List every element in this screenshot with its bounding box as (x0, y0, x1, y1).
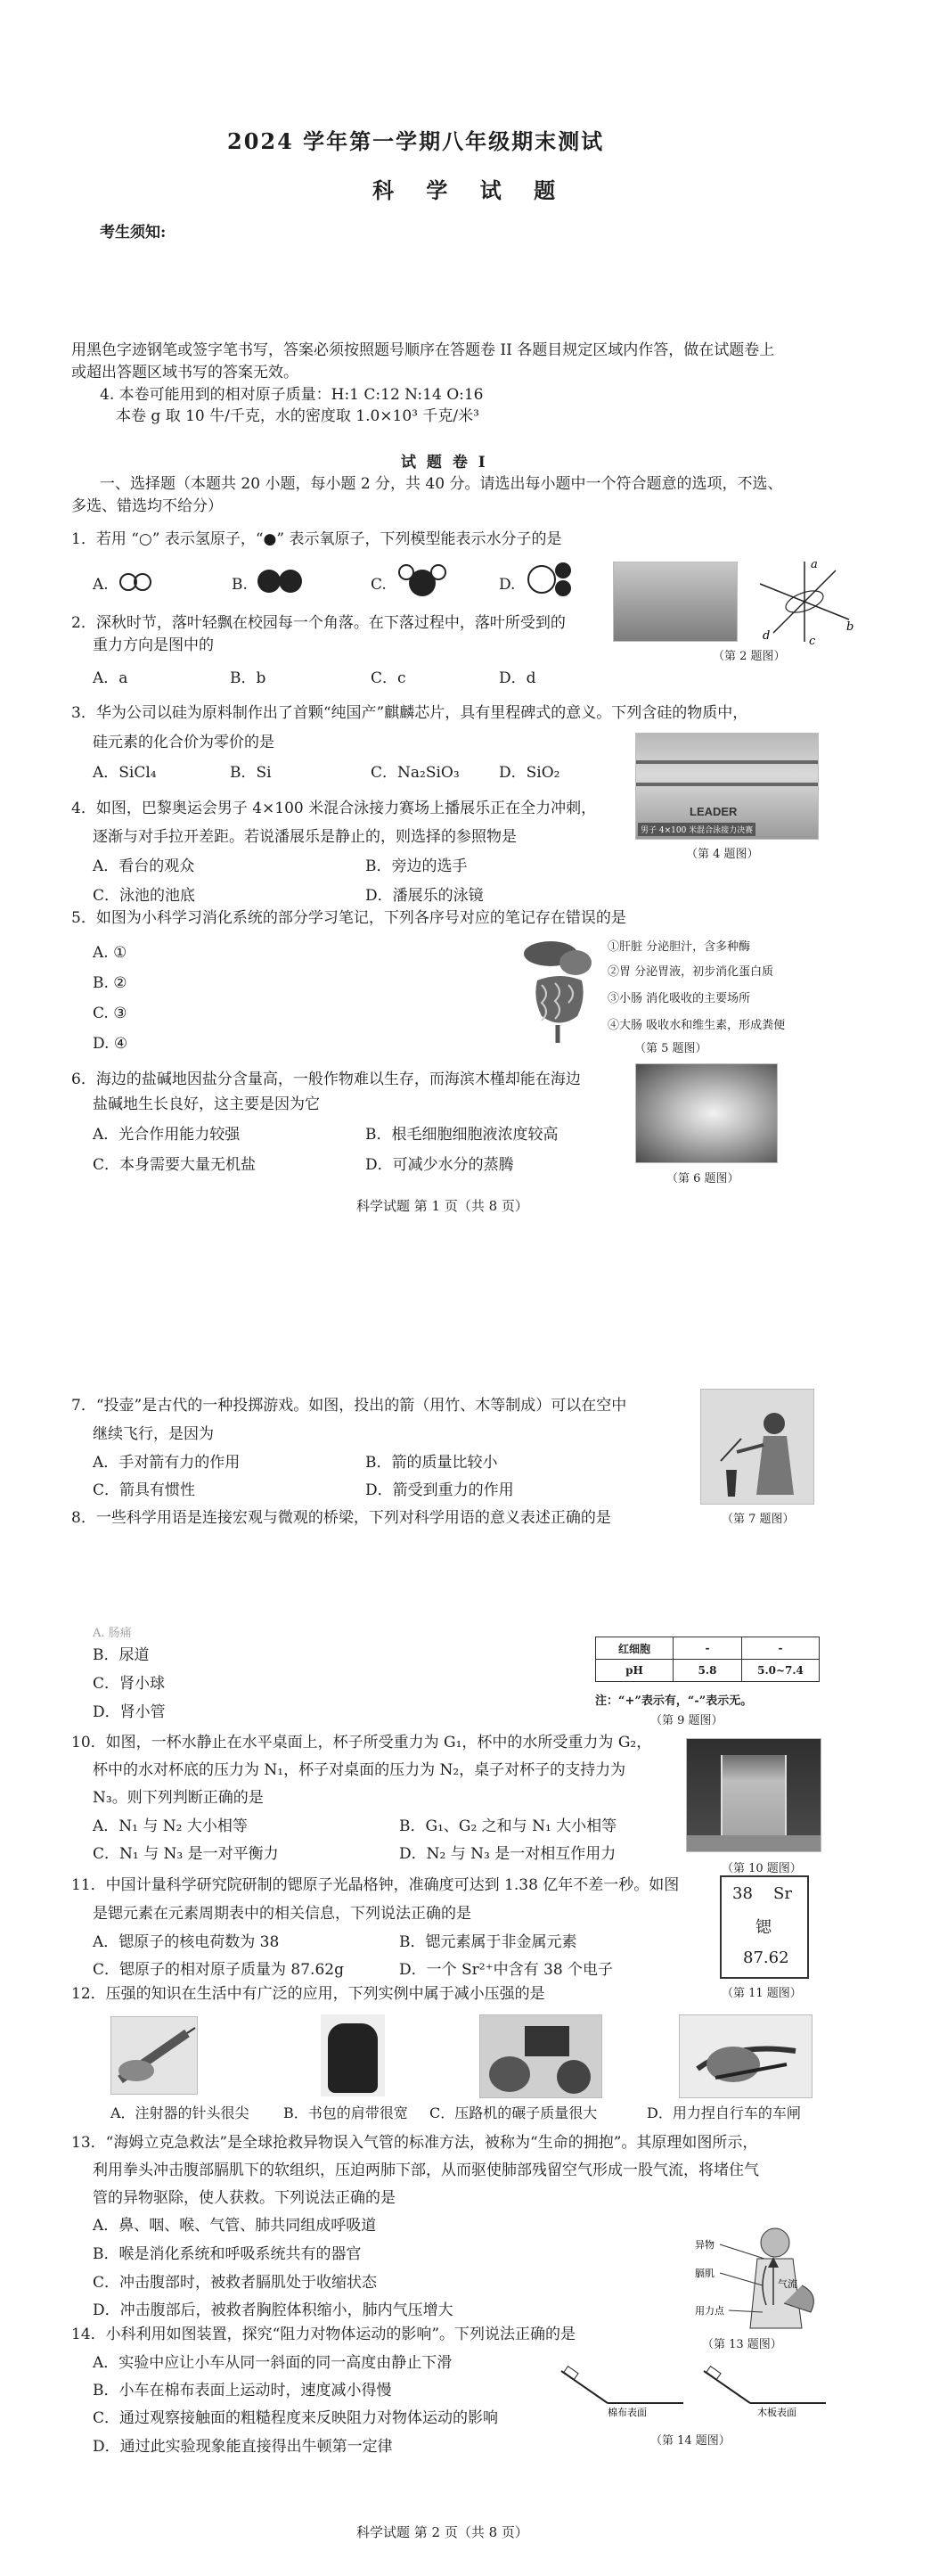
q2-option-c: C．c (371, 669, 406, 687)
notice-item-4b: 本卷 g 取 10 牛/千克，水的密度取 1.0×10³ 千克/米³ (116, 407, 479, 425)
q1-option-c: C. (371, 576, 387, 594)
q11-element-card (720, 1875, 809, 1979)
q11-option-b: B．锶元素属于非金属元素 (399, 1933, 577, 1951)
q8-stem: 8．一些科学用语是连接宏观与微观的桥梁，下列对科学用语的意义表述正确的是 (71, 1509, 611, 1527)
q6-caption: （第 6 题图） (666, 1172, 739, 1185)
q2-caption: （第 2 题图） (713, 650, 786, 663)
q12-option-d: D．用力捏自行车的车闸 (647, 2104, 801, 2121)
q7-option-d: D．箭受到重力的作用 (365, 1481, 514, 1499)
q5-note-3: ③小肠 消化吸收的主要场所 (608, 992, 751, 1005)
q14-incline-diagram (545, 2359, 830, 2417)
q7-stem-2: 继续飞行，是因为 (93, 1425, 214, 1443)
q1-stem: 1．若用 “○” 表示氢原子，“●” 表示氧原子，下列模型能表示水分子的是 (71, 530, 562, 548)
section-instruction-2: 多选、错选均不给分） (71, 497, 223, 515)
q2-option-a: A．a (93, 669, 128, 687)
q7-caption: （第 7 题图） (722, 1513, 795, 1526)
q13-stem-2: 利用拳头冲击腹部膈肌下的软组织，压迫两肺下部，从而驱使肺部残留空气形成一股气流，将堵住气 (93, 2162, 759, 2179)
q5-option-a: A. ① (93, 944, 127, 962)
q13-option-c: C．冲击腹部时，被救者膈肌处于收缩状态 (93, 2274, 378, 2292)
q5-caption: （第 5 题图） (634, 1042, 707, 1055)
q2-label-b: b (846, 620, 854, 634)
q14-option-c: C．通过观察接触面的粗糙程度来反映阻力对物体运动的影响 (93, 2409, 499, 2427)
table-row (596, 1637, 820, 1660)
q2-photo-leaves (613, 562, 738, 642)
q9-row1-label: 红细胞 (596, 1637, 674, 1660)
q3-option-a: A．SiCl₄ (93, 764, 157, 782)
q9-row1-b: - (742, 1637, 820, 1660)
q4-stem-1: 4．如图，巴黎奥运会男子 4×100 米混合泳接力赛场上播展乐正在全力冲刺， (71, 800, 597, 817)
q13-stem-3: 管的异物驱除，使人获救。下列说法正确的是 (93, 2189, 396, 2207)
q1-model-d (524, 560, 577, 599)
q4-watermark: 男子 4×100 米混合泳接力决赛 (638, 823, 755, 836)
q1-option-b: B. (232, 576, 248, 594)
q12-stem: 12．压强的知识在生活中有广泛的应用，下列实例中属于减小压强的是 (71, 1985, 545, 2003)
notice-label: 考生须知: (100, 224, 167, 242)
q13-stem-1: 13．“海姆立克急救法”是全球抢救异物误入气管的标准方法，被称为“生命的拥抱”。其原理如图所示， (71, 2134, 758, 2152)
q9-option-a-partial: A. 肠痛 (93, 1627, 132, 1640)
q11-atomic-mass: 87.62 (743, 1948, 789, 1967)
q11-stem-2: 是锶元素在元素周期表中的相关信息，下列说法正确的是 (93, 1905, 471, 1923)
q9-row2-b: 5.0~7.4 (742, 1660, 820, 1682)
q4-caption: （第 4 题图） (686, 848, 759, 861)
q12-image-road-roller (479, 2014, 602, 2098)
q2-label-d: d (763, 629, 771, 643)
q10-stem-1: 10．如图，一杯水静止在水平桌面上，杯子所受重力为 G₁，杯中的水所受重力为 G₂， (71, 1734, 652, 1752)
q5-option-b: B. ② (93, 974, 127, 992)
q1-model-a (118, 570, 153, 594)
q13-option-a: A．鼻、咽、喉、气管、肺共同组成呼吸道 (93, 2217, 377, 2235)
q5-digestive-system-diagram (515, 931, 604, 1047)
q11-stem-1: 11．中国计量科学研究院研制的锶原子光晶格钟，准确度可达到 1.38 亿年不差一秒。如图 (71, 1876, 680, 1894)
q2-option-b: B．b (230, 669, 266, 687)
q12-option-c: C．压路机的碾子质量很大 (429, 2104, 598, 2121)
q10-option-a: A．N₁ 与 N₂ 大小相等 (93, 1817, 248, 1835)
q13-label-foreign-body: 异物 (695, 2239, 715, 2251)
notice-item-4: 4. 本卷可能用到的相对原子质量：H:1 C:12 N:14 O:16 (100, 386, 484, 404)
q14-option-a: A．实验中应让小车从同一斜面的同一高度由静止下滑 (93, 2354, 453, 2372)
q9-option-b: B．尿道 (93, 1646, 150, 1664)
q2-stem-1: 2．深秋时节，落叶轻飘在校园每一个角落。在下落过程中，落叶所受到的 (71, 614, 566, 632)
q3-option-b: B．Si (230, 764, 272, 782)
q12-image-syringe (110, 2016, 198, 2095)
q9-row2-label: pH (596, 1660, 674, 1682)
q13-label-diaphragm: 膈肌 (695, 2268, 715, 2279)
q6-option-c: C．本身需要大量无机盐 (93, 1156, 257, 1174)
q10-option-b: B．G₁、G₂ 之和与 N₁ 大小相等 (399, 1817, 617, 1835)
q3-option-c: C．Na₂SiO₃ (371, 764, 460, 782)
q11-atomic-number: 38 (732, 1884, 753, 1903)
q14-option-d: D．通过此实验现象能直接得出牛顿第一定律 (93, 2438, 393, 2456)
q4-photo-swimming (635, 733, 819, 840)
q2-direction-diagram (747, 557, 862, 646)
q11-option-c: C．锶原子的相对原子质量为 87.62g (93, 1961, 344, 1979)
q9-table-note: 注：“+”表示有，“-”表示无。 (595, 1694, 753, 1708)
q5-note-4: ④大肠 吸收水和维生素，形成粪便 (608, 1019, 786, 1032)
page-1-footer: 科学试题 第 1 页（共 8 页） (356, 1198, 528, 1214)
exam-subtitle: 科 学 试 题 (372, 177, 568, 203)
q9-option-c: C．肾小球 (93, 1675, 166, 1693)
q9-caption: （第 9 题图） (650, 1714, 723, 1727)
q2-label-c: c (809, 635, 816, 646)
q4-option-b: B．旁边的选手 (365, 857, 468, 875)
q5-option-d: D. ④ (93, 1035, 128, 1053)
q6-stem-1: 6．海边的盐碱地因盐分含量高，一般作物难以生存，而海滨木槿却能在海边 (71, 1071, 581, 1088)
q6-option-a: A．光合作用能力较强 (93, 1126, 241, 1144)
notice-line-1: 用黑色字迹钢笔或签字笔书写，答案必须按照题号顺序在答题卷 II 各题目规定区域内作答，做在试题卷上 (71, 341, 775, 359)
q9-row1-a: - (674, 1637, 742, 1660)
q9-data-table (595, 1637, 820, 1682)
q14-caption: （第 14 题图） (650, 2434, 731, 2448)
q12-option-a: A．注射器的针头很尖 (110, 2104, 249, 2121)
q14-label-cotton: 棉布表面 (608, 2407, 647, 2417)
q13-arrow-label: 气流 (778, 2278, 797, 2290)
q12-option-b: B．书包的肩带很宽 (283, 2104, 408, 2121)
q5-stem: 5．如图为小科学习消化系统的部分学习笔记，下列各序号对应的笔记存在错误的是 (71, 909, 626, 927)
q10-stem-3: N₃。则下列判断正确的是 (93, 1789, 264, 1807)
q2-option-d: D．d (499, 669, 536, 687)
q7-option-c: C．箭具有惯性 (93, 1481, 196, 1499)
q1-model-b (257, 567, 303, 595)
q11-option-a: A．锶原子的核电荷数为 38 (93, 1933, 280, 1951)
q7-option-a: A．手对箭有力的作用 (93, 1454, 241, 1472)
q13-heimlich-diagram (677, 2223, 829, 2330)
q12-image-backpack (321, 2014, 385, 2096)
q6-option-b: B．根毛细胞细胞液浓度较高 (365, 1126, 559, 1144)
q4-option-d: D．潘展乐的泳镜 (365, 887, 484, 905)
q1-model-c (396, 562, 449, 599)
q5-note-2: ②胃 分泌胃液，初步消化蛋白质 (608, 965, 774, 979)
q3-stem-1: 3．华为公司以硅为原料制作出了首颗“纯国产”麒麟芯片，具有里程碑式的意义。下列含硅的物质中， (71, 704, 748, 722)
q10-option-d: D．N₂ 与 N₃ 是一对相互作用力 (399, 1845, 617, 1863)
q9-row2-a: 5.8 (674, 1660, 742, 1682)
notice-line-2: 或超出答题区域书写的答案无效。 (71, 364, 298, 381)
q14-stem: 14．小科利用如图装置，探究“阻力对物体运动的影响”。下列说法正确的是 (71, 2326, 576, 2343)
q11-option-d: D．一个 Sr²⁺中含有 38 个电子 (399, 1961, 614, 1979)
q5-option-c: C. ③ (93, 1005, 127, 1022)
q14-option-b: B．小车在棉布表面上运动时，速度减小得慢 (93, 2382, 392, 2400)
q4-board-text: LEADER (690, 805, 738, 818)
q1-option-d: D. (499, 576, 516, 594)
q7-illustration-touhu (700, 1389, 814, 1505)
page-2-footer: 科学试题 第 2 页（共 8 页） (356, 2524, 528, 2540)
q7-stem-1: 7．“投壶”是古代的一种投掷游戏。如图，投出的箭（用竹、木等制成）可以在空中 (71, 1397, 627, 1415)
q11-element-name: 锶 (755, 1918, 772, 1937)
q13-option-b: B．喉是消化系统和呼吸系统共有的器官 (93, 2245, 362, 2263)
q4-option-a: A．看台的观众 (93, 857, 195, 875)
q13-label-force-point: 用力点 (695, 2305, 724, 2317)
q11-element-symbol: Sr (773, 1884, 792, 1903)
q9-option-d: D．肾小管 (93, 1703, 166, 1721)
q14-label-wood: 木板表面 (757, 2407, 796, 2417)
section-instruction-1: 一、选择题（本题共 20 小题，每小题 2 分，共 40 分。请选出每小题中一个符合题意的选项，不选、 (100, 475, 783, 493)
q12-image-bike-brake (679, 2014, 813, 2098)
section-label: 试 题 卷 I (401, 454, 488, 472)
q13-caption: （第 13 题图） (702, 2338, 782, 2351)
q13-option-d: D．冲击腹部后，被救者胸腔体积缩小，肺内气压增大 (93, 2301, 453, 2319)
q10-photo-glass (686, 1738, 821, 1852)
q10-caption: （第 10 题图） (722, 1862, 802, 1875)
q11-caption: （第 11 题图） (722, 1987, 802, 2000)
exam-title: 2024 学年第一学期八年级期末测试 (227, 128, 605, 154)
q4-stem-2: 逐渐与对手拉开差距。若说潘展乐是静止的，则选择的参照物是 (93, 828, 517, 846)
q3-option-d: D．SiO₂ (499, 764, 560, 782)
q1-option-a: A. (93, 576, 109, 594)
q10-option-c: C．N₁ 与 N₃ 是一对平衡力 (93, 1845, 279, 1863)
table-row (596, 1660, 820, 1682)
q2-stem-2: 重力方向是图中的 (93, 636, 214, 654)
q6-photo-hibiscus (635, 1063, 778, 1163)
q4-option-c: C．泳池的池底 (93, 887, 196, 905)
q6-stem-2: 盐碱地生长良好，这主要是因为它 (93, 1095, 320, 1113)
q5-note-1: ①肝脏 分泌胆汁，含多种酶 (608, 940, 751, 954)
q6-option-d: D．可减少水分的蒸腾 (365, 1156, 514, 1174)
q3-stem-2: 硅元素的化合价为零价的是 (93, 734, 274, 751)
q7-option-b: B．箭的质量比较小 (365, 1454, 498, 1472)
q2-label-a: a (811, 558, 818, 571)
q10-stem-2: 杯中的水对杯底的压力为 N₁，杯子对桌面的压力为 N₂，桌子对杯子的支持力为 (93, 1761, 626, 1779)
